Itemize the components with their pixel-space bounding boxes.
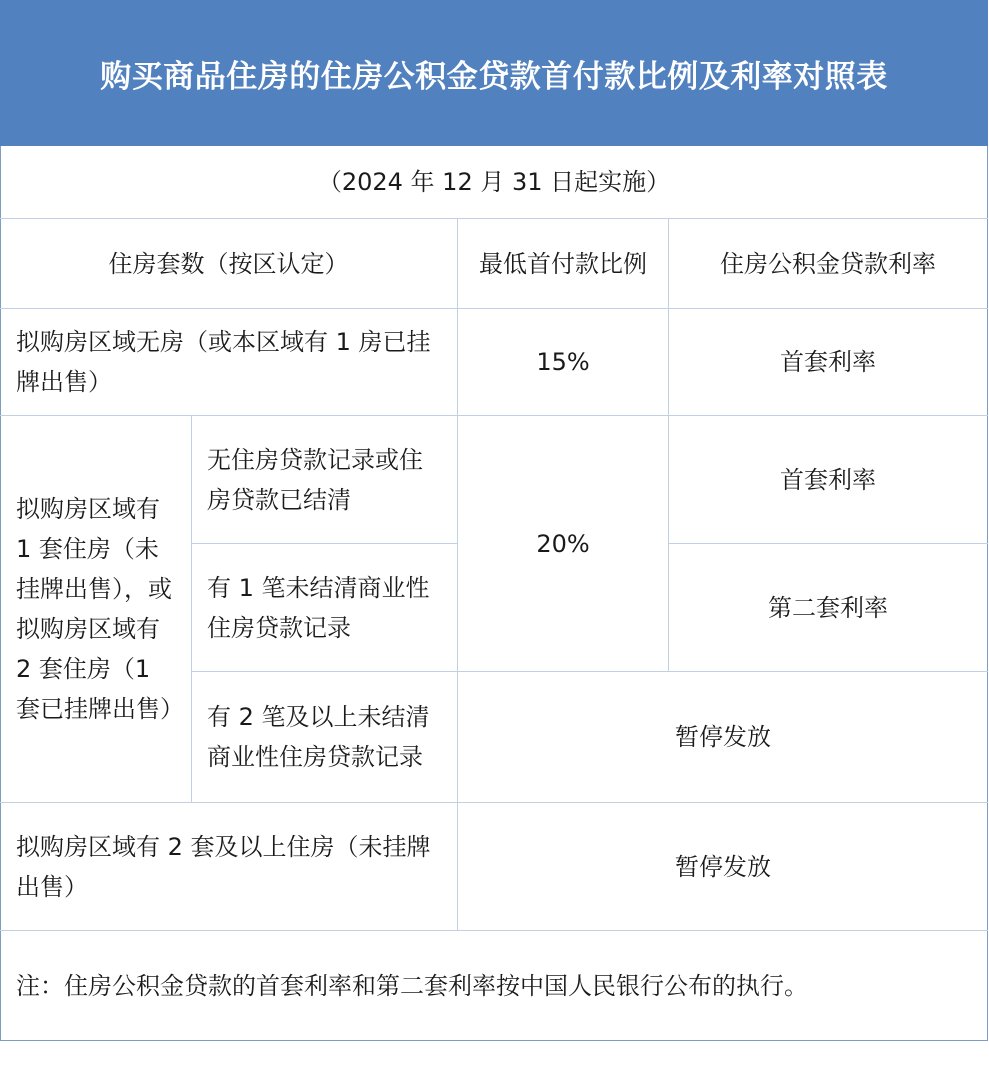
divider: [0, 415, 988, 416]
footnote: 注：住房公积金贷款的首套利率和第二套利率按中国人民银行公布的执行。: [16, 972, 808, 1000]
sub-condition-one-loan: 有 1 笔未结清商业性住房贷款记录: [207, 573, 430, 642]
rate-no-house: 首套利率: [780, 348, 876, 376]
page-title: 购买商品住房的住房公积金贷款首付款比例及利率对照表: [100, 58, 888, 95]
header-min-down-payment: 最低首付款比例: [479, 249, 647, 278]
result-two-plus-houses: 暂停发放: [675, 852, 771, 881]
effective-date: （2024 年 12 月 31 日起实施）: [317, 168, 671, 196]
divider: [668, 543, 988, 544]
condition-no-house: 拟购房区域无房（或本区域有 1 房已挂牌出售）: [16, 328, 431, 396]
down-payment-one-house: 20%: [536, 529, 590, 558]
sub-condition-no-loan: 无住房贷款记录或住房贷款已结清: [207, 445, 423, 514]
divider: [191, 671, 988, 672]
divider: [191, 415, 192, 803]
divider: [0, 930, 988, 931]
divider: [0, 218, 988, 219]
header-interest-rate: 住房公积金贷款利率: [720, 249, 936, 278]
condition-two-plus-houses: 拟购房区域有 2 套及以上住房（未挂牌出售）: [16, 832, 431, 901]
divider: [0, 802, 988, 803]
divider: [0, 308, 988, 309]
sub-condition-two-loans: 有 2 笔及以上未结清商业性住房贷款记录: [207, 703, 430, 771]
rate-no-loan: 首套利率: [780, 465, 876, 494]
title-banner: [0, 0, 988, 146]
result-two-loans: 暂停发放: [675, 723, 771, 751]
rate-one-loan: 第二套利率: [768, 593, 888, 622]
divider: [191, 543, 458, 544]
divider: [668, 218, 669, 672]
down-payment-no-house: 15%: [536, 348, 590, 376]
condition-one-house: 拟购房区域有 1 套住房（未挂牌出售），或拟购房区域有 2 套住房（1 套已挂牌出售）: [16, 495, 184, 723]
divider: [457, 218, 458, 931]
header-units: 住房套数（按区认定）: [108, 249, 349, 278]
